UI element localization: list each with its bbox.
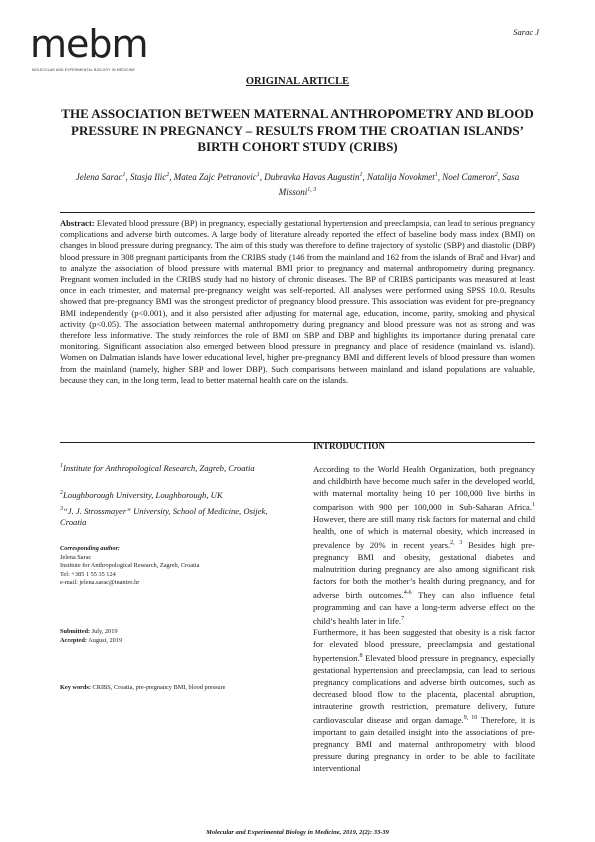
- corresponding-email: e-mail: jelena.sarac@inantro.hr: [60, 579, 140, 587]
- article-dates: [60, 628, 292, 645]
- affiliation-sup: 2: [60, 490, 63, 496]
- submitted-date: July, 2019: [91, 628, 118, 635]
- affiliation-3: [60, 504, 292, 528]
- affiliation-text: Loughborough University, Loughborough, UK: [63, 489, 223, 500]
- keywords-label: Key words:: [60, 684, 91, 691]
- author-affil-sup: 1: [359, 172, 363, 178]
- affiliation-text: Institute for Anthropological Research, Zagreb, Croatia: [63, 462, 255, 473]
- author-list: Jelena Sarac$^1$, Stasja Ilic$^2$, Matea Zajc Petranovic$^1$, Dubravka Havas Augustin$^1$, Natalija Novokmet$^1$, Noel Cameron$^2$, Sasa Missoni$^{1, 3}$: [75, 172, 520, 197]
- author-affil-sup: 1: [122, 172, 126, 178]
- accepted-label: Accepted:: [60, 636, 87, 644]
- citation-sup: 1: [532, 502, 535, 508]
- corresponding-line: Jelena Sarac: [60, 553, 92, 561]
- affiliation-1: [60, 461, 292, 474]
- intro-text: They can also influence fetal programming and can have a long-term adverse effect on the child’s health later in life.: [313, 589, 536, 626]
- intro-text: Therefore, it is important to gain detailed insight into the associations of pre-pregnancy BMI and maternal anthropometry with blood pressure during pregnancy in order to be able to facilitate interventional: [313, 715, 535, 774]
- paper-title: THE ASSOCIATION BETWEEN MATERNAL ANTHROPOMETRY AND BLOOD PRESSURE IN PREGNANCY – RESULTS FROM THE CROATIAN ISLANDS’ BIRTH COHORT STUDY (CRIBS): [61, 106, 534, 154]
- submitted-label: Submitted:: [60, 628, 91, 635]
- affiliation-2: [60, 488, 292, 501]
- corresponding-author: [60, 545, 292, 588]
- intro-text: According to the World Health Organization, both pregnancy and childbirth have become much safer in the developed world, with maternal mortality being 10 per 100,000 live births in comparison with 900 per 100,000 in Sub-Saharan Africa.: [313, 464, 535, 512]
- affiliation-text: “J. J. Strossmayer” University, School of Medicine, Osijek, Croatia: [60, 505, 268, 527]
- abstract-top-rule: [60, 212, 535, 213]
- author-affil-sup: 2: [494, 172, 498, 178]
- affiliation-sup: 3: [60, 506, 63, 512]
- keywords: [60, 684, 292, 693]
- author-name: Noel Cameron: [442, 172, 495, 182]
- introduction-body: [313, 463, 535, 774]
- author-name: Stasja Ilic: [129, 172, 167, 182]
- abstract-bottom-rule: [60, 442, 535, 443]
- abstract-text: Elevated blood pressure (BP) in pregnancy, especially gestational hypertension and preeclampsia, can lead to serious pregnancy complications and adverse birth outcomes. A large body of literature already reported the effect of baseline body mass index (BMI) on changes in blood pressure during pregnancy. The aim of this study was therefore to define trajectory of systolic (SBP) and diastolic (DBP) blood pressure in 308 pregnant participants from the CRIBS study (146 from the mainland and 162 from the islands of Brač and Hvar) and to analyze the association of blood pressure with maternal BMI prior to pregnancy and maternal anthropometry during pregnancy. Pregnant women included in the CRIBS study had no history of chronic diseases. The BP of CRIBS participants was measured at least once in each trimester, and maternal pre-pregnancy weight was self-reported. All analyses were performed using SPSS 10.0. Results showed that pre-pregnancy BMI was the strongest predictor of pregnancy blood pressure. This association was evident for pre-pregnancy BMI independently (p<0.001), and it also persisted after adjusting for maternal age, education, income, parity, smoking and physical activity (p<0.05). The association between maternal anthropometry during pregnancy and blood pressure was not as strong and was therefore less informative. The study reinforces the role of BMI on SBP and DBP and highlights its importance during prenatal care monitoring. Significant association also emerged between blood pressure in pregnancy and place of residence (mainland vs. island). Women on Dalmatian islands have lower educational level, higher pre-pregnancy BMI and different levels of blood pressure than women from the mainland (namely, higher SBP and lower DBP). Such comparisons between mainland and island populations are valuable, because they can, in the long term, lead to better maternal health care on the islands.: [60, 218, 536, 385]
- keywords-text: CRIBS, Croatia, pre-pregnancy BMI, blood pressure: [92, 684, 226, 691]
- corresponding-line: Institute for Anthropological Research, Zagreb, Croatia: [60, 562, 200, 570]
- intro-text: Furthermore, it has been suggested that obesity is a risk factor for elevated blood pressure, preeclampsia and gestational hypertension.: [313, 627, 535, 664]
- citation-sup: 8: [359, 653, 363, 660]
- citation-sup: 2, 3: [450, 539, 463, 546]
- author-name: Jelena Sarac: [75, 172, 123, 182]
- intro-paragraph-2: [313, 626, 535, 774]
- intro-text: However, there are still many risk factors for maternal and child health, one of which is maternal obesity, which increased in prevalence by 20% in recent years.: [313, 513, 535, 550]
- author-affil-sup: 1: [434, 172, 438, 178]
- citation-sup: 7: [401, 615, 405, 622]
- citation-sup: 9, 10: [463, 715, 478, 722]
- abstract: [60, 218, 535, 386]
- corresponding-line: Tel: +385 1 55 35 124: [60, 570, 116, 578]
- author-affil-sup: 1, 3: [307, 187, 317, 193]
- author-name: Sasa Missoni: [278, 172, 520, 197]
- author-affil-sup: 2: [166, 172, 170, 178]
- page-footer: Molecular and Experimental Biology in Medicine, 2019, 2(2): 33-39: [206, 829, 389, 836]
- intro-text: Elevated blood pressure in pregnancy, especially gestational hypertension and preeclampsia, can lead to serious pregnancy complications and adverse birth outcomes, such as decreased blood flow to the placenta, placental abruption, intrauterine growth restriction, premature delivery, future cardiovascular disease and organ damage.: [313, 653, 535, 726]
- journal-logo: [30, 24, 148, 78]
- running-head: Sarac J: [513, 27, 539, 37]
- article-type: ORIGINAL ARTICLE: [245, 76, 350, 87]
- section-heading-introduction: INTRODUCTION: [313, 441, 386, 451]
- intro-text: Besides high pre-pregnancy BMI and obesity, gestational diabetes and malnutrition during pregnancy are also among significant risk factors for both the mother’s health during pregnancy, and for adverse birth outcomes.: [313, 539, 536, 600]
- abstract-label: Abstract:: [60, 218, 95, 228]
- corresponding-heading: Corresponding author:: [60, 545, 121, 552]
- accepted-date: August, 2019: [88, 636, 123, 644]
- affiliation-sup: 1: [60, 463, 63, 469]
- author-name: Matea Zajc Petranovic: [173, 172, 257, 182]
- author-affil-sup: 1: [256, 172, 260, 178]
- citation-sup: 4-6: [403, 589, 412, 596]
- logo-tagline: MOLECULAR AND EXPERIMENTAL BIOLOGY IN MEDICINE: [32, 68, 135, 72]
- author-name: Dubravka Havas Augustin: [264, 172, 360, 182]
- author-name: Natalija Novokmet: [367, 172, 435, 182]
- intro-paragraph-1: [313, 463, 535, 626]
- logo-wordmark: mebm: [30, 22, 148, 66]
